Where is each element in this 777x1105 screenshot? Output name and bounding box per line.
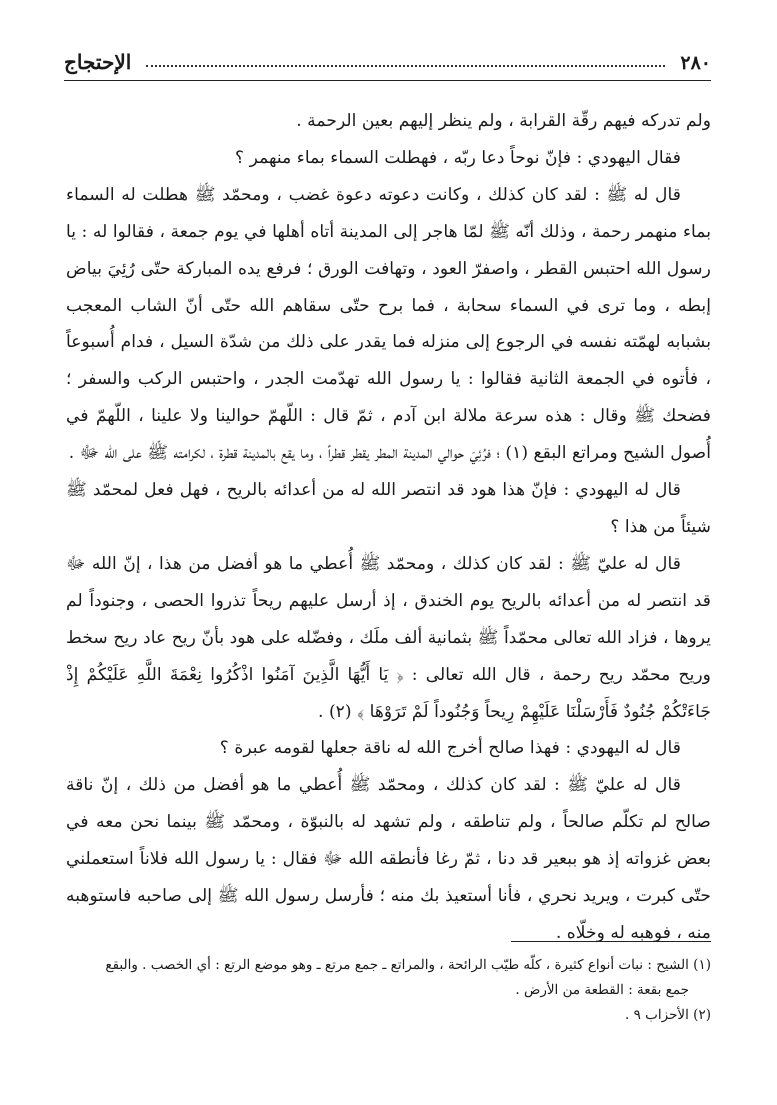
page-number: ٢٨٠ xyxy=(680,52,711,74)
paragraph: فقال اليهودي : فإنّ نوحاً دعا ربّه ، فهطلت السماء بماء منهمر ؟ xyxy=(235,147,681,168)
footnote: (٢) الأحزاب ٩ . xyxy=(625,1007,711,1023)
footnote-continuation: جمع بقعة : القطعة من الأرض . xyxy=(515,982,689,998)
footnote-divider xyxy=(511,941,711,942)
paragraph: قال له اليهودي : فهذا صالح أخرج الله له ناقة جعلها لقومه عبرة ؟ xyxy=(219,738,681,759)
header-leader-dots xyxy=(146,65,665,67)
page-header xyxy=(64,48,711,78)
paragraph: قال له اليهودي : فإنّ هذا هود قد انتصر الله له من أعدائه بالريح ، فهل فعل لمحمّد ﷺ شيئاً من هذا ؟ xyxy=(66,480,711,537)
paragraph: قال له عليّ ﷺ : لقد كان كذلك ، ومحمّد ﷺ أُعطي ما هو أفضل من هذا ، إنّ الله ﷻ قد انتصر له من أعدائه بالريح يوم الخندق ، إذ أرسل عليهم ريحاً تذروا الحصى ، وجنوداً لم يروها ، فزاد الله تعالى محمّداً ﷺ بثمانية ألف ملَك ، وفضّله على هود بأنّ ريح عاد ريح سخط وريح محمّد ريح رحمة ، قال الله تعالى : ﴿ يَا أَيُّهَا الَّذِينَ آمَنُوا اذْكُرُوا نِعْمَةَ اللَّهِ عَلَيْكُمْ إِذْ جَاءَتْكُمْ جُنُودٌ فَأَرْسَلْنَا عَلَيْهِمْ رِيحاً وَجُنُوداً لَمْ تَرَوْهَا ﴾ (٢) . xyxy=(66,553,711,722)
paragraph: قال له ﷺ : لقد كان كذلك ، وكانت دعوته دعوة غضب ، ومحمّد ﷺ هطلت له السماء بماء منهمر رحمة ، وذلك أنّه ﷺ لمّا هاجر إلى المدينة أتاه أهلها في يوم جمعة ، فقالوا له : يا رسول الله احتبس القطر ، واصفرّ العود ، وتهافت الورق ؛ فرفع يده المباركة حتّى رُئِيَ بياض إبطه ، وما ترى في السماء سحابة ، فما برح حتّى سقاهم الله حتّى أنّ الشاب المعجب بشبابه لهمّته نفسه في الرجوع إلى منزله فما يقدر على ذلك من شدّة السيل ، فدام أُسبوعاً ، فأتوه في الجمعة الثانية فقالوا : يا رسول الله تهدّمت الجدر ، واحتبس الركب والسفر ؛ فضحك ﷺ وقال : هذه سرعة ملالة ابن آدم ، ثمّ قال : اللّهمّ حوالينا ولا علينا ، اللّهمّ في أُصول الشيح ومراتع البقع (١) ؛ فرُئِيَ حوالي المدينة المطر يقطر قطراً ، وما يقع بالمدينة قطرة ، لكرامته ﷺ على الله ﷻ . xyxy=(66,184,711,464)
header-divider xyxy=(64,80,711,81)
footnotes xyxy=(66,953,711,1028)
running-title: الإحتجاج xyxy=(64,50,132,74)
paragraph: قال له عليّ ﷺ : لقد كان كذلك ، ومحمّد ﷺ أُعطي ما هو أفضل من ذلك ، إنّ ناقة صالح لم تكلّم صالحاً ، ولم تناطقه ، ولم تشهد له بالنبوّة ، ومحمّد ﷺ بينما نحن معه في بعض غزواته إذ هو ببعير قد دنا ، ثمّ رغا فأنطقه الله ﷻ فقال : يا رسول الله فلاناً استعملني حتّى كبرت ، ويريد نحري ، فأنا أستعيذ بك منه ؛ فأرسل رسول الله ﷺ إلى صاحبه فاستوهبه منه ، فوهبه له وخلّاه . xyxy=(66,775,711,943)
paragraph: ولم تدركه فيهم رقّة القرابة ، ولم ينظر إليهم بعين الرحمة . xyxy=(296,111,711,131)
footnote: (١) الشيح : نبات أنواع كثيرة ، كلّه طيّب الرائحة ، والمراتع ـ جمع مرتع ـ وهو موضع الرتع : أي الخصب . والبقع xyxy=(105,957,711,973)
main-text xyxy=(66,103,711,952)
